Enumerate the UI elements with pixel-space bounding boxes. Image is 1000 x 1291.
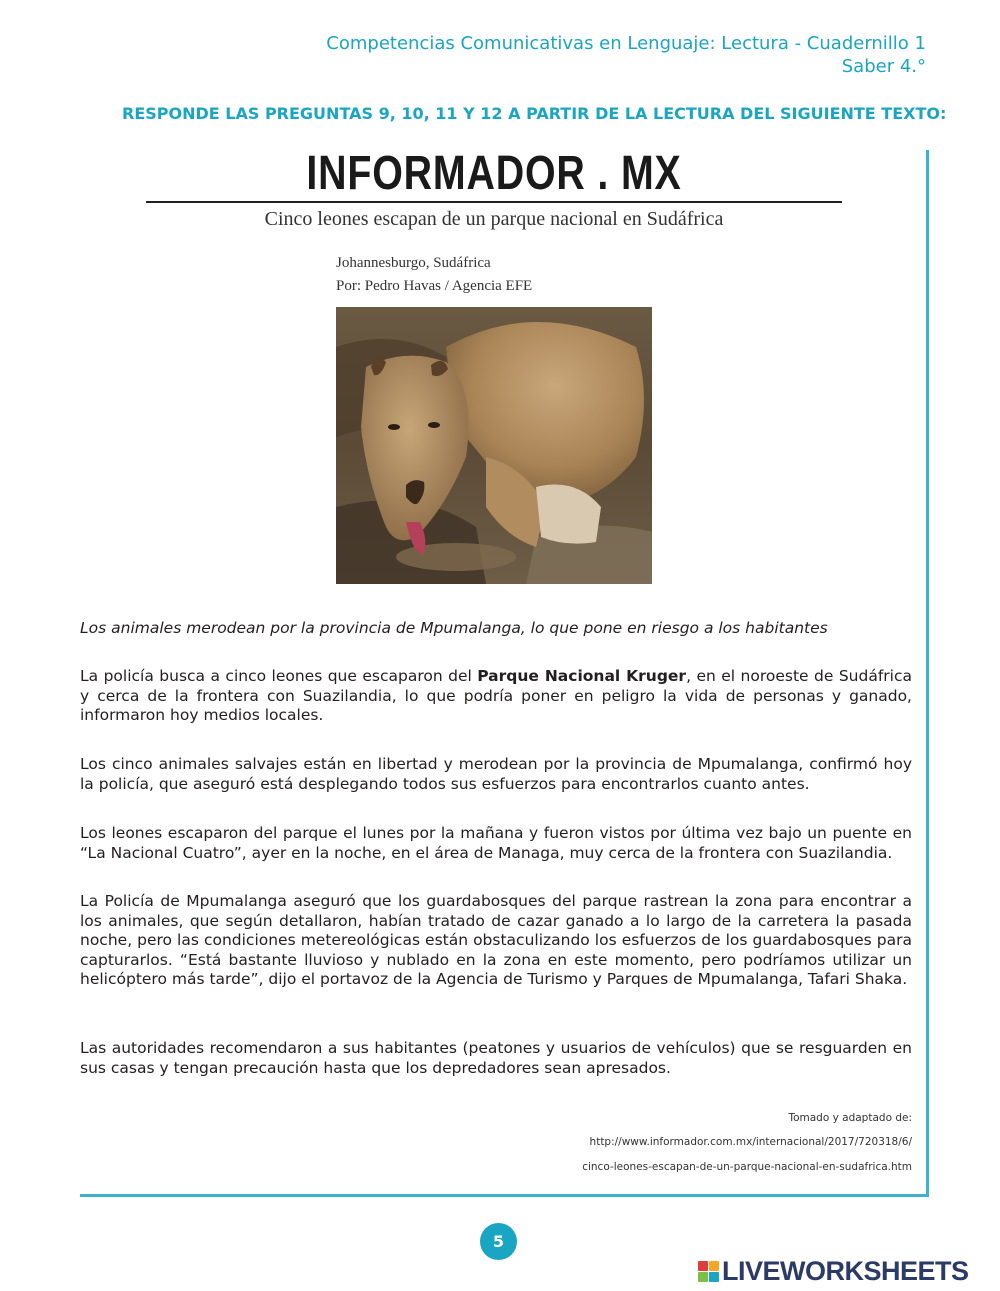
source-url-line-2: cinco-leones-escapan-de-un-parque-nacional-en-sudafrica.htm (582, 1161, 912, 1173)
paragraph-3: Los leones escaparon del parque el lunes por la mañana y fueron vistos por última vez bajo un puente en “La Nacional Cuatro”, ayer en la noche, en el área de Managa, muy cerca de la frontera con Suazilandia. (80, 824, 912, 862)
logo-block-orange (709, 1261, 719, 1271)
article-dateline: Johannesburgo, Sudáfrica (336, 255, 491, 271)
newspaper-masthead: INFORMADOR . MX (306, 147, 682, 200)
logo-blocks-icon (698, 1261, 719, 1282)
logo-block-green (698, 1272, 708, 1282)
frame-bottom-border (80, 1194, 929, 1197)
paragraph-2: Los cinco animales salvajes están en libertad y merodean por la provincia de Mpumalanga, confirmó hoy la policía, que aseguró está desplegando todos sus esfuerzos para encontrarlos cuanto antes. (80, 755, 912, 793)
paragraph-5: Las autoridades recomendaron a sus habitantes (peatones y usuarios de vehículos) que se resguarden en sus casas y tengan precaución hasta que los depredadores sean apresados. (80, 1039, 912, 1077)
paragraph-1-start: La policía busca a cinco leones que escaparon del (80, 667, 478, 685)
source-label: Tomado y adaptado de: (788, 1112, 912, 1124)
article-subtitle: Los animales merodean por la provincia de Mpumalanga, lo que pone en riesgo a los habitantes (80, 619, 828, 637)
paragraph-4: La Policía de Mpumalanga aseguró que los guardabosques del parque rastrean la zona para encontrar a los animales, que según detallaron, habían tratado de cazar ganado a lo largo de la carretera la pasada noche, pero las condiciones metereológicas están obstaculizando los esfuerzos de los guardabosques para capturarlos. “Está bastante lluvioso y nublado en la zona en este momento, pero podríamos utilizar un helicóptero más tarde”, dijo el portavoz de la Agencia de Turismo y Parques de Mpumalanga, Tafari Shaka. (80, 892, 912, 988)
logo-block-red (698, 1261, 708, 1271)
logo-text: LIVEWORKSHEETS (722, 1255, 969, 1286)
page-number-badge: 5 (480, 1223, 517, 1260)
reading-instruction: RESPONDE LAS PREGUNTAS 9, 10, 11 Y 12 A PARTIR DE LA LECTURA DEL SIGUIENTE TEXTO: (122, 104, 947, 123)
article-headline: Cinco leones escapan de un parque nacional en Sudáfrica (264, 208, 724, 230)
paragraph-1-end: , en el noroeste de Sudáfrica y cerca de la frontera con Suazilandia, lo que podría poner en peligro la vida de personas y ganado, informaron hoy medios locales. (80, 667, 912, 724)
booklet-title: Competencias Comunicativas en Lenguaje: Lectura - Cuadernillo 1 (326, 33, 926, 54)
frame-right-border (926, 150, 929, 1197)
grade-label: Saber 4.° (841, 56, 926, 77)
masthead-divider (146, 201, 842, 203)
source-url-line-1: http://www.informador.com.mx/internacional/2017/720318/6/ (589, 1136, 912, 1148)
article-byline: Por: Pedro Havas / Agencia EFE (336, 278, 533, 294)
park-name: Parque Nacional Kruger (477, 667, 687, 685)
liveworksheets-logo[interactable] (698, 1256, 969, 1286)
lioness-photo (336, 307, 652, 584)
paragraph-1 (80, 667, 912, 726)
logo-block-blue (709, 1272, 719, 1282)
